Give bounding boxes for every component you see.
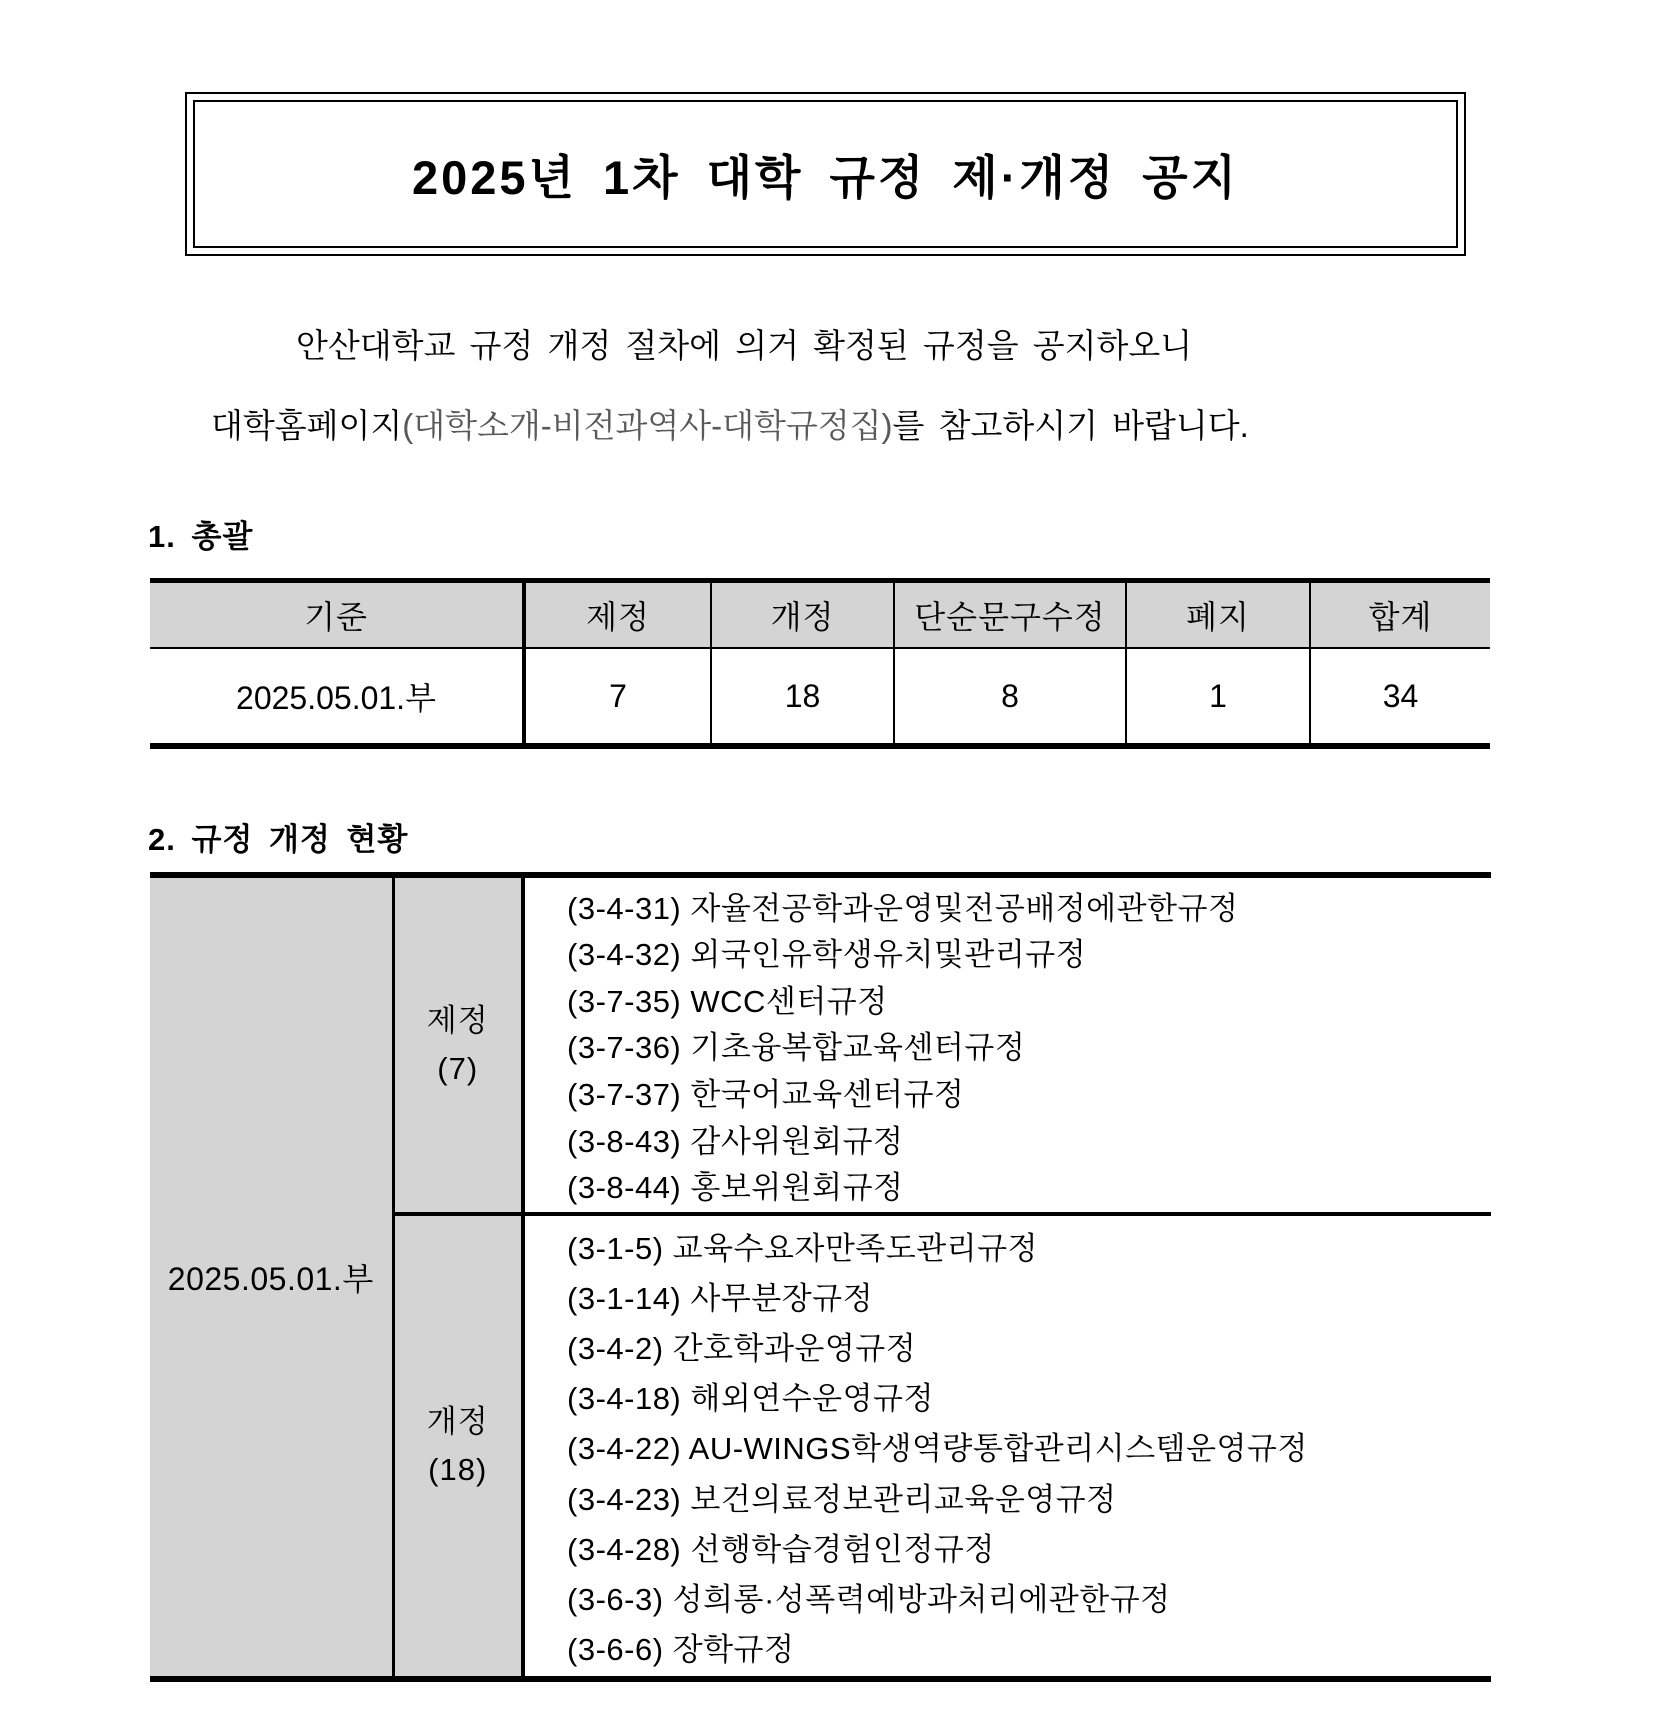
revision-table bbox=[150, 872, 1491, 1682]
revised-items-cell bbox=[523, 1214, 1491, 1679]
regulation-item: (3-4-18) 해외연수운영규정 bbox=[567, 1381, 934, 1417]
header-cell-total: 합계 bbox=[1310, 581, 1490, 649]
summary-table-header-row bbox=[150, 581, 1490, 649]
group-type-revised: 개정 bbox=[426, 1404, 489, 1439]
intro-line-2-prefix: 대학홈페이지 bbox=[211, 407, 403, 444]
data-cell-basis: 2025.05.01.부 bbox=[150, 648, 524, 746]
regulation-item: (3-7-36) 기초융복합교육센터규정 bbox=[567, 1030, 1026, 1066]
regulation-item: (3-1-5) 교육수요자만족도관리규정 bbox=[567, 1230, 1038, 1266]
header-cell-abolished: 폐지 bbox=[1126, 581, 1310, 649]
regulation-item: (3-8-43) 감사위원회규정 bbox=[567, 1123, 904, 1159]
notice-title-box bbox=[185, 92, 1466, 256]
data-cell-total: 34 bbox=[1382, 677, 1419, 714]
regulation-item: (3-6-6) 장학규정 bbox=[567, 1632, 795, 1668]
group-count-revised: (18) bbox=[428, 1452, 488, 1487]
header-cell-enacted: 제정 bbox=[524, 581, 711, 649]
homepage-menu-path: (대학소개-비전과역사-대학규정집) bbox=[402, 407, 893, 444]
revision-row-enacted bbox=[150, 875, 1491, 1214]
summary-table-data-row bbox=[150, 648, 1490, 746]
intro-line-1: 안산대학교 규정 개정 절차에 의거 확정된 규정을 공지하오니 bbox=[296, 327, 1193, 364]
regulation-item: (3-8-44) 홍보위원회규정 bbox=[567, 1170, 904, 1206]
data-cell-abolished: 1 bbox=[1126, 648, 1310, 746]
enacted-items-list bbox=[525, 878, 1491, 1212]
intro-line-2-suffix: 를 참고하시기 바랍니다. bbox=[892, 407, 1249, 444]
revised-items-list bbox=[525, 1216, 1491, 1676]
regulation-item: (3-4-31) 자율전공학과운영및전공배정에관한규정 bbox=[567, 890, 1239, 926]
header-cell-revised: 개정 bbox=[711, 581, 894, 649]
summary-table bbox=[150, 578, 1490, 749]
intro-line-2 bbox=[0, 386, 1653, 466]
regulation-item: (3-4-23) 보건의료정보관리교육운영규정 bbox=[567, 1481, 1117, 1517]
header-cell-wording: 단순문구수정 bbox=[894, 581, 1126, 649]
group-type-enacted: 제정 bbox=[426, 1003, 489, 1038]
regulation-item: (3-4-28) 선행학습경험인정규정 bbox=[567, 1531, 995, 1567]
regulation-item: (3-1-14) 사무분장규정 bbox=[567, 1280, 874, 1316]
regulation-item: (3-4-2) 간호학과운영규정 bbox=[567, 1331, 917, 1367]
section-1-heading: 1. 총괄 bbox=[148, 519, 254, 554]
header-cell-basis: 기준 bbox=[150, 581, 524, 649]
data-cell-wording: 8 bbox=[894, 648, 1126, 746]
enacted-items-cell bbox=[523, 875, 1491, 1214]
data-cell-revised: 18 bbox=[711, 648, 894, 746]
group-label-revised bbox=[393, 1214, 523, 1679]
group-label-enacted bbox=[393, 875, 523, 1214]
regulation-item: (3-4-22) AU-WINGS학생역량통합관리시스템운영규정 bbox=[567, 1431, 1308, 1467]
notice-title-inner-border bbox=[193, 100, 1458, 248]
section-2-heading: 2. 규정 개정 현황 bbox=[148, 822, 409, 857]
intro-paragraph bbox=[0, 306, 1653, 466]
data-cell-enacted: 7 bbox=[524, 648, 711, 746]
effective-date-cell: 2025.05.01.부 bbox=[150, 875, 393, 1679]
regulation-item: (3-7-37) 한국어교육센터규정 bbox=[567, 1077, 965, 1113]
regulation-item: (3-4-32) 외국인유학생유치및관리규정 bbox=[567, 937, 1087, 973]
regulation-item: (3-7-35) WCC센터규정 bbox=[567, 983, 888, 1019]
group-count-enacted: (7) bbox=[437, 1051, 479, 1086]
page-title: 2025년 1차 대학 규정 제·개정 공지 bbox=[411, 150, 1240, 204]
regulation-item: (3-6-3) 성희롱·성폭력예방과처리에관한규정 bbox=[567, 1582, 1171, 1618]
